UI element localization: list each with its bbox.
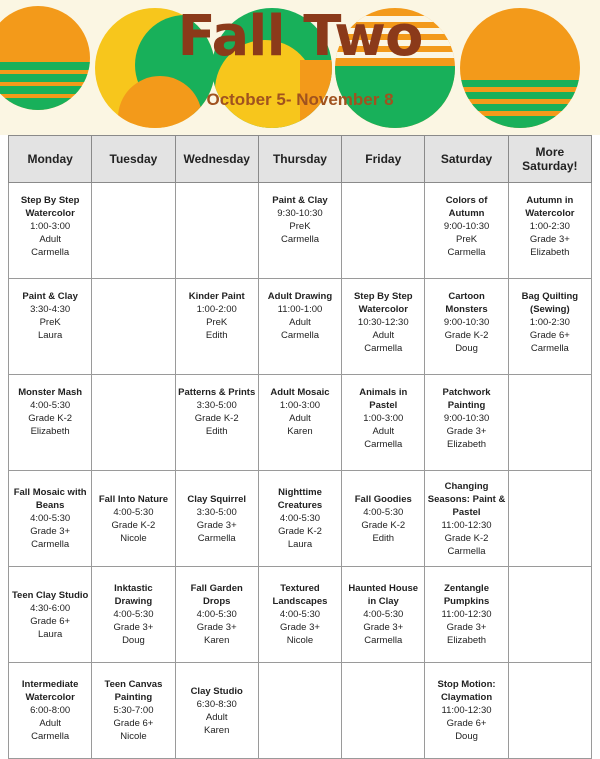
class-grade: Adult (372, 330, 395, 341)
class-time: 4:00-5:30 (113, 609, 154, 620)
class-teacher: Elizabeth (530, 247, 570, 258)
class-name: Clay Squirrel (187, 493, 246, 505)
empty-cell (258, 663, 341, 759)
class-cell (342, 471, 425, 567)
class-grade: Grade 3+ (529, 234, 570, 245)
class-cell (175, 471, 258, 567)
class-teacher: Carmella (364, 635, 403, 646)
class-time: 5:30-7:00 (113, 705, 154, 716)
class-grade: Grade K-2 (444, 330, 489, 341)
class-cell (258, 471, 341, 567)
class-name: Paint & Clay (22, 291, 78, 302)
class-teacher: Karen (204, 724, 230, 736)
class-name: Teen Canvas Painting (104, 679, 163, 703)
class-grade: PreK (455, 234, 478, 245)
class-time: 4:00-5:30 (30, 513, 71, 524)
empty-cell (175, 183, 258, 279)
class-name: Zentangle Pumpkins (443, 583, 490, 607)
class-time: 4:30-6:00 (30, 602, 71, 614)
class-name: Stop Motion: Claymation (437, 679, 496, 703)
class-cell (9, 663, 92, 759)
class-name: Cartoon Monsters (445, 291, 488, 315)
class-name: Step By Step Watercolor (20, 195, 80, 219)
class-name: Adult Drawing (267, 291, 333, 302)
class-name: Fall Mosaic with Beans (13, 487, 87, 511)
class-cell (9, 471, 92, 567)
day-header-wednesday: Wednesday (175, 136, 258, 183)
class-teacher: Laura (37, 628, 63, 640)
class-cell (9, 375, 92, 471)
schedule-row (9, 279, 592, 375)
schedule-row (9, 567, 592, 663)
class-cell (508, 183, 591, 279)
class-time: 3:30-4:30 (30, 304, 71, 315)
class-grade: Grade K-2 (278, 526, 322, 537)
class-grade: Grade 6+ (30, 615, 71, 627)
class-grade: Adult (39, 718, 61, 729)
class-time: 4:00-5:30 (363, 609, 404, 620)
class-time: 3:30-5:00 (196, 400, 237, 411)
class-name: Paint & Clay (272, 195, 328, 206)
class-teacher: Carmella (280, 330, 319, 341)
class-time: 4:00-5:30 (363, 506, 404, 518)
class-time: 4:00-5:30 (113, 506, 154, 518)
class-grade: Adult (205, 711, 228, 723)
class-teacher: Carmella (31, 247, 70, 258)
class-teacher: Carmella (364, 343, 403, 354)
class-teacher: Elizabeth (447, 439, 487, 450)
class-grade: Grade 3+ (30, 526, 71, 537)
class-teacher: Elizabeth (30, 426, 70, 437)
class-grade: Grade K-2 (444, 532, 489, 544)
class-grade: Grade 3+ (446, 622, 487, 633)
class-cell (258, 183, 341, 279)
class-time: 1:00-3:00 (363, 413, 404, 424)
class-grade: Grade 3+ (280, 622, 320, 633)
schedule-row (9, 183, 592, 279)
class-time: 1:00-2:30 (529, 317, 570, 328)
class-time: 4:00-5:30 (279, 513, 321, 524)
class-name: Teen Clay Studio (11, 589, 89, 601)
class-grade: Adult (289, 317, 311, 328)
class-time: 9:00-10:30 (443, 413, 490, 424)
class-teacher: Karen (287, 426, 313, 437)
class-time: 11:00-12:30 (441, 519, 492, 531)
header-banner (0, 0, 600, 135)
class-name: Haunted House in Clay (348, 583, 419, 607)
class-name: Fall Into Nature (98, 493, 168, 505)
class-name: Animals in Pastel (359, 387, 408, 411)
class-teacher: Carmella (197, 532, 236, 544)
schedule-row (9, 471, 592, 567)
class-teacher: Carmella (447, 247, 486, 258)
class-grade: Grade 3+ (113, 622, 154, 633)
date-range: October 5- November 8 (206, 90, 394, 109)
class-name: Autumn in Watercolor (525, 195, 575, 219)
class-name: Patterns & Prints (178, 387, 256, 398)
class-grade: Grade 3+ (196, 519, 237, 531)
class-teacher: Doug (455, 731, 478, 742)
day-header-row (9, 136, 592, 183)
day-header-tuesday: Tuesday (92, 136, 175, 183)
class-name: Colors of Autumn (445, 195, 488, 219)
class-teacher: Carmella (364, 439, 403, 450)
class-teacher: Nicole (120, 532, 147, 544)
empty-cell (508, 663, 591, 759)
class-cell (258, 279, 341, 375)
class-grade: PreK (39, 317, 61, 328)
class-name: Patchwork Painting (442, 387, 491, 411)
class-teacher: Karen (204, 635, 230, 646)
empty-cell (342, 183, 425, 279)
class-teacher: Carmella (530, 343, 569, 354)
class-teacher: Edith (372, 532, 395, 544)
class-grade: Grade K-2 (28, 413, 73, 424)
class-teacher: Carmella (447, 545, 486, 557)
class-name: Step By Step Watercolor (353, 291, 413, 315)
class-time: 10:30-12:30 (357, 317, 409, 328)
class-cell (258, 567, 341, 663)
class-name: Textured Landscapes (272, 583, 328, 607)
class-name: Adult Mosaic (270, 387, 330, 398)
empty-cell (508, 375, 591, 471)
class-time: 4:00-5:30 (30, 400, 71, 411)
class-time: 6:00-8:00 (30, 705, 71, 716)
class-name: Clay Studio (190, 685, 243, 697)
class-name: Kinder Paint (188, 291, 245, 302)
empty-cell (92, 375, 175, 471)
class-teacher: Edith (205, 426, 228, 437)
class-name: Bag Quilting (Sewing) (521, 291, 579, 315)
class-cell (92, 663, 175, 759)
class-grade: Adult (289, 413, 311, 424)
class-grade: Grade K-2 (361, 519, 406, 531)
class-cell (342, 567, 425, 663)
schedule-row (9, 375, 592, 471)
day-header-more-saturday: More Saturday! (508, 136, 591, 183)
schedule-body (9, 183, 592, 759)
class-teacher: Edith (205, 330, 228, 341)
class-grade: Grade 3+ (446, 426, 487, 437)
class-cell (425, 375, 508, 471)
class-cell (9, 183, 92, 279)
class-grade: Grade 6+ (529, 330, 570, 341)
class-teacher: Doug (455, 343, 478, 354)
class-cell (175, 663, 258, 759)
day-header-saturday: Saturday (425, 136, 508, 183)
class-time: 11:00-1:00 (277, 304, 323, 315)
class-cell (425, 471, 508, 567)
class-name: Fall Garden Drops (190, 583, 243, 607)
class-cell (508, 279, 591, 375)
class-cell (342, 279, 425, 375)
day-header-friday: Friday (342, 136, 425, 183)
class-time: 11:00-12:30 (441, 609, 492, 620)
class-time: 1:00-2:00 (196, 304, 237, 315)
class-cell (425, 183, 508, 279)
class-teacher: Carmella (31, 539, 70, 550)
class-cell (92, 567, 175, 663)
class-grade: Grade 3+ (196, 622, 237, 633)
class-grade: Adult (39, 234, 61, 245)
class-cell (175, 375, 258, 471)
class-name: Intermediate Watercolor (21, 679, 79, 703)
class-cell (175, 279, 258, 375)
class-time: 6:30-8:30 (196, 698, 237, 710)
class-grade: PreK (206, 317, 228, 328)
class-time: 1:00-3:00 (279, 400, 321, 411)
class-grade: Grade K-2 (111, 519, 156, 531)
class-grade: Adult (372, 426, 395, 437)
day-header-monday: Monday (9, 136, 92, 183)
page-title: Fall Two (177, 4, 423, 69)
class-name: Fall Goodies (354, 493, 412, 505)
class-teacher: Nicole (286, 635, 314, 646)
class-cell (342, 375, 425, 471)
class-teacher: Carmella (280, 234, 319, 245)
class-time: 4:00-5:30 (279, 609, 321, 620)
class-time: 1:00-3:00 (30, 221, 71, 232)
class-cell (92, 471, 175, 567)
class-time: 9:00-10:30 (443, 317, 490, 328)
empty-cell (92, 183, 175, 279)
class-cell (425, 663, 508, 759)
class-cell (258, 375, 341, 471)
class-cell (425, 567, 508, 663)
class-name: Inktastic Drawing (114, 583, 153, 607)
class-time: 3:30-5:00 (196, 506, 237, 518)
class-time: 4:00-5:30 (196, 609, 237, 620)
class-name: Changing Seasons: Paint & Pastel (427, 480, 506, 518)
day-header-thursday: Thursday (258, 136, 341, 183)
empty-cell (508, 567, 591, 663)
class-time: 1:00-2:30 (529, 221, 570, 232)
class-grade: Grade K-2 (194, 413, 239, 424)
class-grade: Grade 3+ (363, 622, 404, 633)
class-teacher: Elizabeth (447, 635, 487, 646)
class-time: 11:00-12:30 (441, 705, 492, 716)
class-name: Nighttime Creatures (277, 487, 323, 511)
class-teacher: Laura (287, 539, 313, 550)
class-teacher: Carmella (31, 731, 70, 742)
class-cell (9, 567, 92, 663)
class-teacher: Doug (122, 635, 145, 646)
class-time: 9:30-10:30 (277, 208, 323, 219)
class-teacher: Laura (37, 330, 63, 341)
class-schedule-table (8, 135, 592, 759)
empty-cell (92, 279, 175, 375)
schedule-row (9, 663, 592, 759)
class-grade: Grade 6+ (113, 718, 154, 729)
class-cell (9, 279, 92, 375)
class-cell (425, 279, 508, 375)
class-cell (175, 567, 258, 663)
empty-cell (342, 663, 425, 759)
class-grade: PreK (289, 221, 311, 232)
empty-cell (508, 471, 591, 567)
class-time: 9:00-10:30 (443, 221, 490, 232)
class-teacher: Nicole (120, 731, 147, 742)
class-grade: Grade 6+ (446, 718, 487, 729)
class-name: Monster Mash (18, 387, 83, 398)
